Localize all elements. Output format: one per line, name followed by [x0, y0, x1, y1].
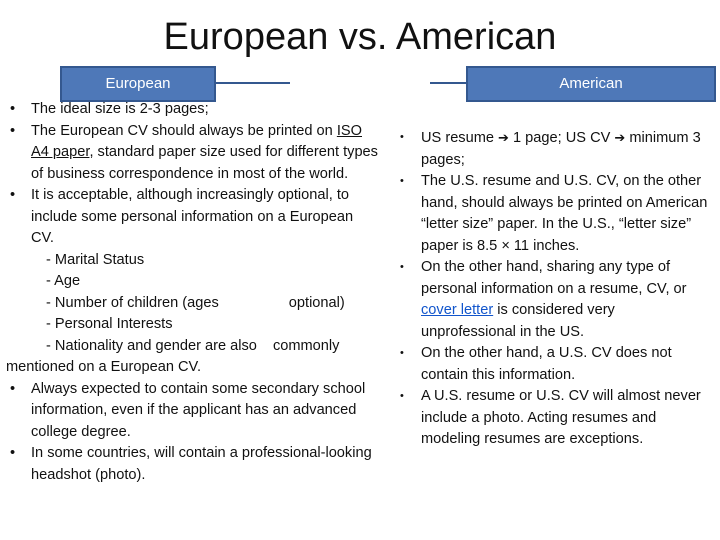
bullet-icon: •: [10, 380, 16, 397]
sub-item-number-of-children: - Number of children (ages optional): [46, 294, 345, 311]
american-bullet-5: • A U.S. resume or U.S. CV will almost never include a photo. Acting resumes and modeling resumes are exceptions.: [400, 388, 701, 447]
european-column: [6, 99, 378, 486]
right-arrow-icon: ➔: [614, 130, 626, 145]
bullet-icon: •: [10, 187, 16, 203]
american-column: [398, 127, 710, 451]
european-bullet-3: • It is acceptable, although increasingly optional, to include some personal information on a European CV.: [10, 187, 354, 246]
bullet-icon: •: [400, 347, 404, 359]
american-bullet-2: • The U.S. resume and U.S. CV, on the other hand, should always be printed on American “letter size” paper. In the U.S., “letter size” paper is 8.5 × 11 inches.: [400, 173, 708, 254]
american-header: American: [466, 66, 716, 102]
bullet-icon: •: [400, 131, 404, 143]
european-continuation: mentioned on a European CV.: [6, 359, 201, 375]
european-header-rule: [216, 82, 290, 84]
bullet-icon: •: [10, 101, 16, 117]
american-header-rule: [430, 82, 466, 84]
sub-item-personal-interests: - Personal Interests: [46, 316, 173, 332]
american-bullet-3: • On the other hand, sharing any type of personal information on a resume, CV, or cover letter is considered very unprofessional in the US.: [400, 259, 687, 340]
european-bullet-2: • The European CV should always be printed on ISO A4 paper, standard paper size used for different types of business correspondence in most of the world.: [10, 122, 378, 182]
sub-item-age: - Age: [46, 273, 81, 289]
bullet-icon: •: [400, 175, 404, 187]
bullet-icon: •: [10, 122, 16, 139]
sub-item-marital-status: - Marital Status: [46, 251, 145, 268]
european-header: European: [60, 66, 216, 102]
european-bullet-5: • In some countries, will contain a professional-looking headshot (photo).: [10, 445, 372, 483]
bullet-icon: •: [400, 390, 404, 402]
right-arrow-icon: ➔: [498, 130, 509, 145]
bullet-icon: •: [10, 445, 16, 461]
bullet-icon: •: [400, 261, 404, 273]
american-bullet-1: • US resume ➔ 1 page; US CV ➔ minimum 3 pages;: [398, 127, 710, 171]
iso-a4-paper-link[interactable]: ISO A4 paper: [31, 122, 362, 160]
cover-letter-link[interactable]: cover letter: [421, 302, 494, 318]
american-bullet-4: • On the other hand, a U.S. CV does not contain this information.: [400, 345, 672, 383]
european-bullet-1: • The ideal size is 2-3 pages;: [6, 99, 378, 121]
sub-item-nationality-gender: - Nationality and gender are also commonly: [46, 337, 340, 354]
slide-title: European vs. American: [163, 16, 557, 58]
european-bullet-4: • Always expected to contain some secondary school information, even if the applicant has an advanced college degree.: [10, 380, 366, 440]
